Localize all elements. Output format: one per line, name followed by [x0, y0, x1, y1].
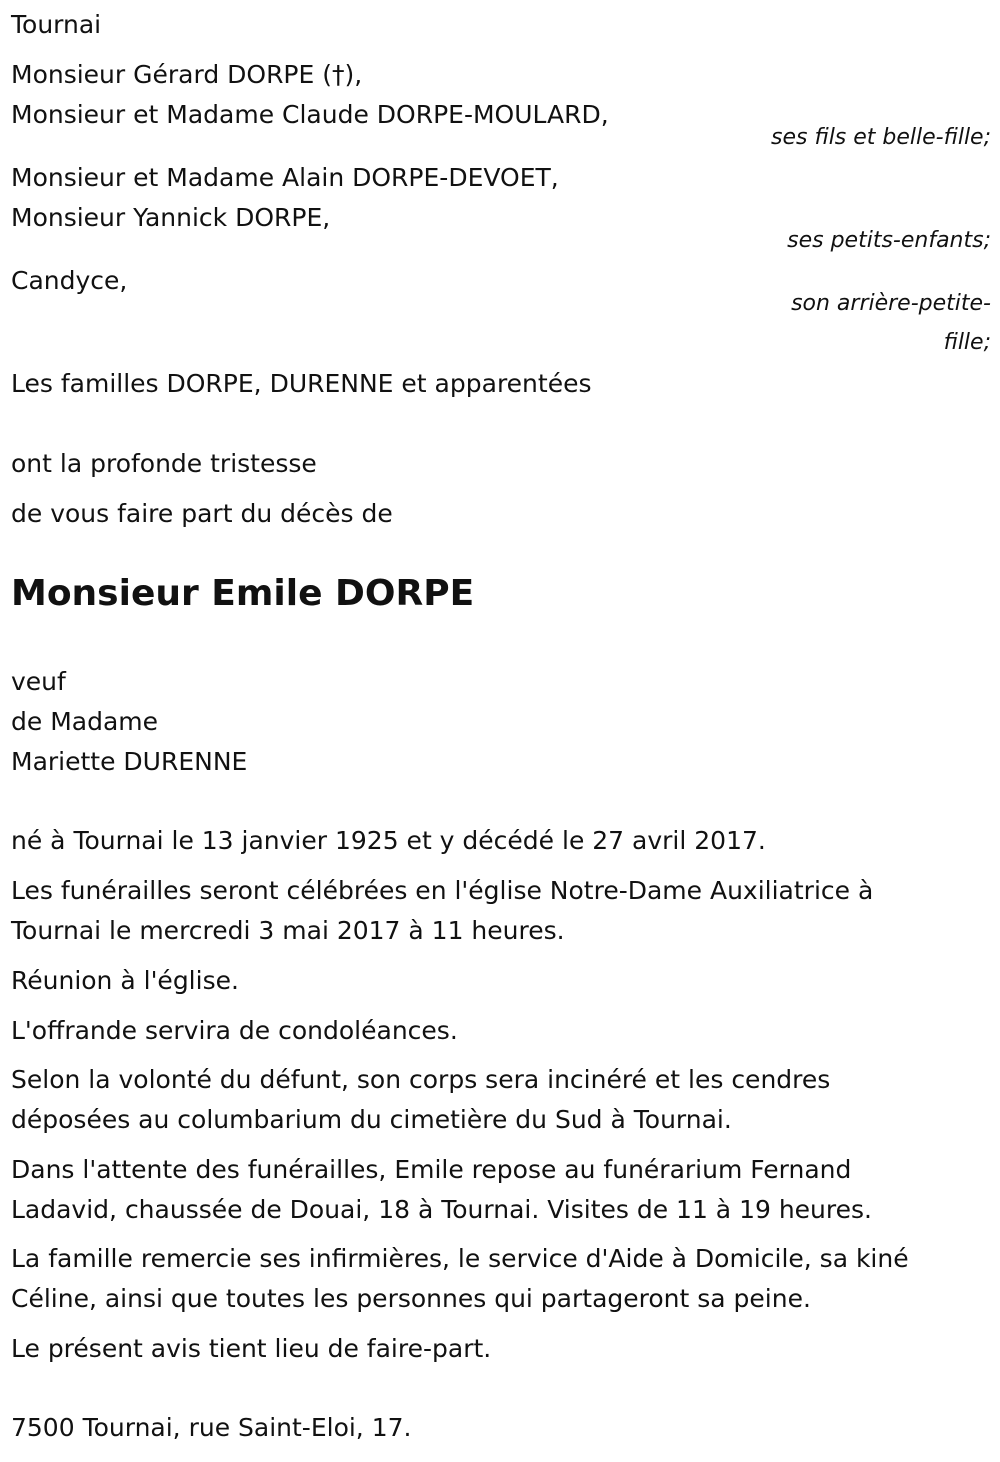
city-heading: Tournai	[11, 10, 102, 39]
sons-line-2: Monsieur et Madame Claude DORPE-MOULARD,	[11, 100, 609, 129]
wake-line-2: Ladavid, chaussée de Douai, 18 à Tournai. Visites de 11 à 19 heures.	[11, 1195, 872, 1224]
great-grandchild-relation-1: son arrière-petite-	[791, 291, 991, 316]
widow-line-1: veuf	[11, 667, 66, 696]
birth-death-line: né à Tournai le 13 janvier 1925 et y décédé le 27 avril 2017.	[11, 826, 766, 855]
sons-line-1: Monsieur Gérard DORPE (†),	[11, 60, 363, 89]
announcement-line-1: ont la profonde tristesse	[11, 449, 317, 478]
cremation-line-2: déposées au columbarium du cimetière du Sud à Tournai.	[11, 1105, 732, 1134]
funeral-line-2: Tournai le mercredi 3 mai 2017 à 11 heures.	[11, 916, 565, 945]
grandchildren-line-1: Monsieur et Madame Alain DORPE-DEVOET,	[11, 163, 559, 192]
meeting-line: Réunion à l'église.	[11, 966, 239, 995]
announcement-line-2: de vous faire part du décès de	[11, 499, 393, 528]
notice-line: Le présent avis tient lieu de faire-part.	[11, 1334, 492, 1363]
widow-line-2: de Madame	[11, 707, 159, 736]
deceased-name: Monsieur Emile DORPE	[11, 573, 475, 614]
great-grandchild-relation-2: fille;	[943, 330, 991, 355]
thanks-line-1: La famille remercie ses infirmières, le service d'Aide à Domicile, sa kiné	[11, 1244, 909, 1273]
grandchildren-line-2: Monsieur Yannick DORPE,	[11, 203, 331, 232]
cremation-line-1: Selon la volonté du défunt, son corps sera incinéré et les cendres	[11, 1065, 831, 1094]
offering-line: L'offrande servira de condoléances.	[11, 1016, 458, 1045]
address-line: 7500 Tournai, rue Saint-Eloi, 17.	[11, 1413, 412, 1442]
families-line: Les familles DORPE, DURENNE et apparentées	[11, 369, 592, 398]
wake-line-1: Dans l'attente des funérailles, Emile repose au funérarium Fernand	[11, 1155, 852, 1184]
funeral-line-1: Les funérailles seront célébrées en l'église Notre-Dame Auxiliatrice à	[11, 876, 874, 905]
thanks-line-2: Céline, ainsi que toutes les personnes qui partageront sa peine.	[11, 1284, 811, 1313]
grandchildren-relation: ses petits-enfants;	[787, 228, 991, 253]
great-grandchild: Candyce,	[11, 266, 128, 295]
widow-line-3: Mariette DURENNE	[11, 747, 248, 776]
sons-relation: ses fils et belle-fille;	[771, 125, 991, 150]
